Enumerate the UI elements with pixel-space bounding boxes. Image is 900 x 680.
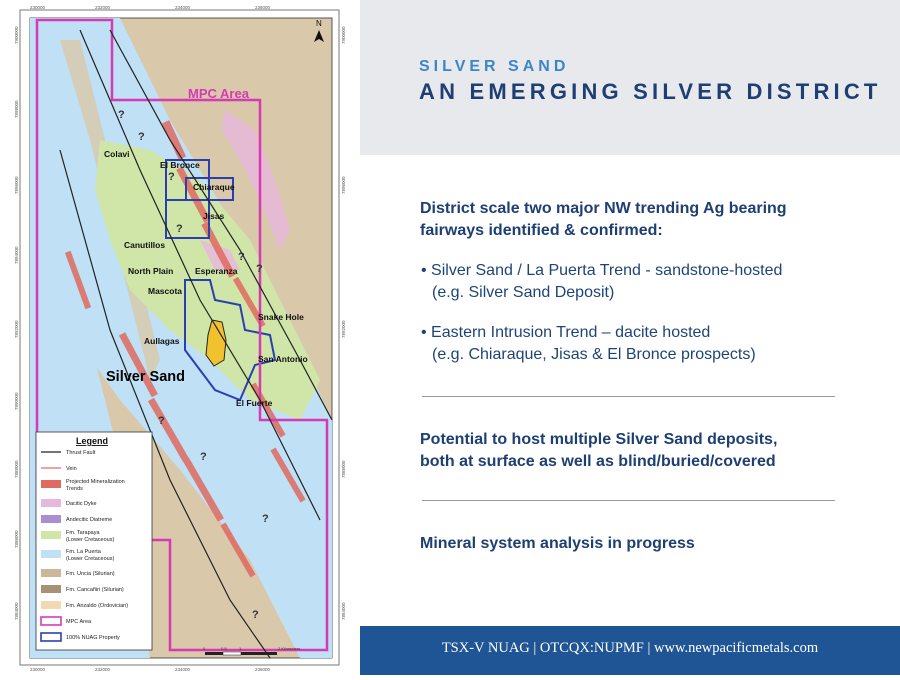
svg-text:?: ?: [200, 451, 207, 463]
svg-text:7888000: 7888000: [341, 460, 346, 478]
svg-text:7886000: 7886000: [14, 530, 19, 548]
svg-text:7894000: 7894000: [14, 246, 19, 264]
legend-swatch: [41, 499, 61, 507]
header-band: [360, 0, 900, 155]
legend-swatch: [41, 515, 61, 523]
heading-potential: Potential to host multiple Silver Sand deposits, both at surface as well as blind/buried/covered: [420, 431, 778, 470]
legend-swatch: [41, 531, 61, 539]
svg-text:?: ?: [118, 109, 125, 121]
legend-label: Fm. Cancañiri (Silurian): [66, 587, 124, 593]
svg-text:?: ?: [158, 415, 165, 427]
legend-label: Thrust Fault: [66, 450, 96, 456]
footer-bar: TSX-V NUAG | OTCQX:NUPMF | www.newpacificmetals.com: [360, 626, 900, 675]
svg-text:?: ?: [256, 263, 263, 275]
label-el-fuerte: El Fuerte: [236, 398, 273, 408]
legend-item: [41, 515, 112, 523]
heading-fairways: District scale two major NW trending Ag bearing fairways identified & confirmed:: [420, 200, 787, 239]
legend-label: Vein: [66, 466, 77, 472]
legend-item: [41, 601, 128, 609]
label-colavi: Colavi: [104, 149, 130, 159]
legend-item: [41, 569, 115, 577]
label-canutillos: Canutillos: [124, 240, 166, 250]
svg-text:7898000: 7898000: [14, 100, 19, 118]
geology-map-svg: [0, 0, 358, 675]
mpc-area-label: MPC Area: [188, 86, 249, 101]
label-snake-hole: Snake Hole: [258, 312, 304, 322]
svg-text:234000: 234000: [175, 667, 191, 672]
svg-text:7896000: 7896000: [14, 176, 19, 194]
legend-label: Fm. Tarapaya: [66, 530, 100, 536]
slide-kicker: SILVER SAND: [419, 58, 570, 75]
legend-swatch: [41, 480, 61, 488]
geology-map: [0, 0, 358, 675]
slide-title: AN EMERGING SILVER DISTRICT: [419, 79, 882, 104]
svg-text:?: ?: [238, 251, 245, 263]
heading-mineral-system: Mineral system analysis in progress: [420, 535, 695, 552]
svg-text:7892000: 7892000: [14, 320, 19, 338]
map-legend: [36, 432, 152, 650]
label-jisas: Jisas: [203, 211, 225, 221]
silver-sand-label: Silver Sand: [106, 369, 185, 385]
label-mascota: Mascota: [148, 286, 183, 296]
svg-text:7888000: 7888000: [14, 460, 19, 478]
svg-text:1: 1: [239, 646, 242, 651]
legend-label: Projected Mineralization: [66, 479, 125, 485]
svg-text:7884000: 7884000: [341, 602, 346, 620]
svg-text:2 Kilometers: 2 Kilometers: [278, 646, 301, 651]
label-esperanza: Esperanza: [195, 266, 238, 276]
legend-swatch: [41, 585, 61, 593]
label-chiaraque: Chiaraque: [193, 182, 235, 192]
svg-text:0.5: 0.5: [221, 646, 227, 651]
legend-label: Fm. La Puerta: [66, 549, 101, 555]
legend-label: 100% NUAG Property: [66, 635, 120, 641]
north-arrow-icon: N: [316, 19, 322, 28]
svg-text:234000: 234000: [175, 5, 191, 10]
svg-text:?: ?: [176, 223, 183, 235]
legend-label: (Lower Cretaceous): [66, 537, 115, 543]
bullet-eastern-intrusion-trend: • Eastern Intrusion Trend – dacite hosted (e.g. Chiaraque, Jisas & El Bronce prospects): [421, 324, 756, 363]
legend-label: Fm. Uncia (Silurian): [66, 571, 115, 577]
svg-text:7884000: 7884000: [14, 602, 19, 620]
legend-label: Dacitic Dyke: [66, 501, 97, 507]
svg-text:7892000: 7892000: [341, 320, 346, 338]
svg-text:230000: 230000: [30, 667, 46, 672]
legend-item: [41, 585, 124, 593]
bullet-silver-sand-trend: • Silver Sand / La Puerta Trend - sandstone-hosted (e.g. Silver Sand Deposit): [421, 262, 783, 301]
label-aullagas: Aullagas: [144, 336, 180, 346]
svg-text:?: ?: [262, 513, 269, 525]
svg-text:236000: 236000: [255, 5, 271, 10]
divider-2: [422, 500, 835, 501]
svg-text:7896000: 7896000: [341, 176, 346, 194]
legend-label: MPC Area: [66, 619, 92, 625]
svg-text:?: ?: [252, 609, 259, 621]
svg-text:232000: 232000: [95, 667, 111, 672]
svg-text:236000: 236000: [255, 667, 271, 672]
svg-text:7900000: 7900000: [14, 26, 19, 44]
svg-text:?: ?: [138, 131, 145, 143]
svg-text:?: ?: [168, 171, 175, 183]
legend-label: Fm. Anzaldo (Ordovician): [66, 603, 129, 609]
svg-text:7890000: 7890000: [14, 392, 19, 410]
legend-title: Legend: [76, 436, 109, 446]
legend-label: Andecitic Diatreme: [66, 517, 113, 523]
svg-text:232000: 232000: [95, 5, 111, 10]
label-north-plain: North Plain: [128, 266, 174, 276]
svg-text:230000: 230000: [30, 5, 46, 10]
legend-swatch: [41, 550, 61, 558]
legend-swatch: [41, 601, 61, 609]
legend-label: (Lower Cretaceous): [66, 556, 115, 562]
legend-label: Trends: [66, 486, 83, 492]
legend-item: [41, 499, 97, 507]
svg-text:0: 0: [203, 646, 206, 651]
svg-text:7900000: 7900000: [341, 26, 346, 44]
label-el-bronce: El Bronce: [160, 160, 200, 170]
divider-1: [422, 396, 835, 397]
legend-swatch: [41, 569, 61, 577]
label-san-antonio: San Antonio: [258, 354, 308, 364]
